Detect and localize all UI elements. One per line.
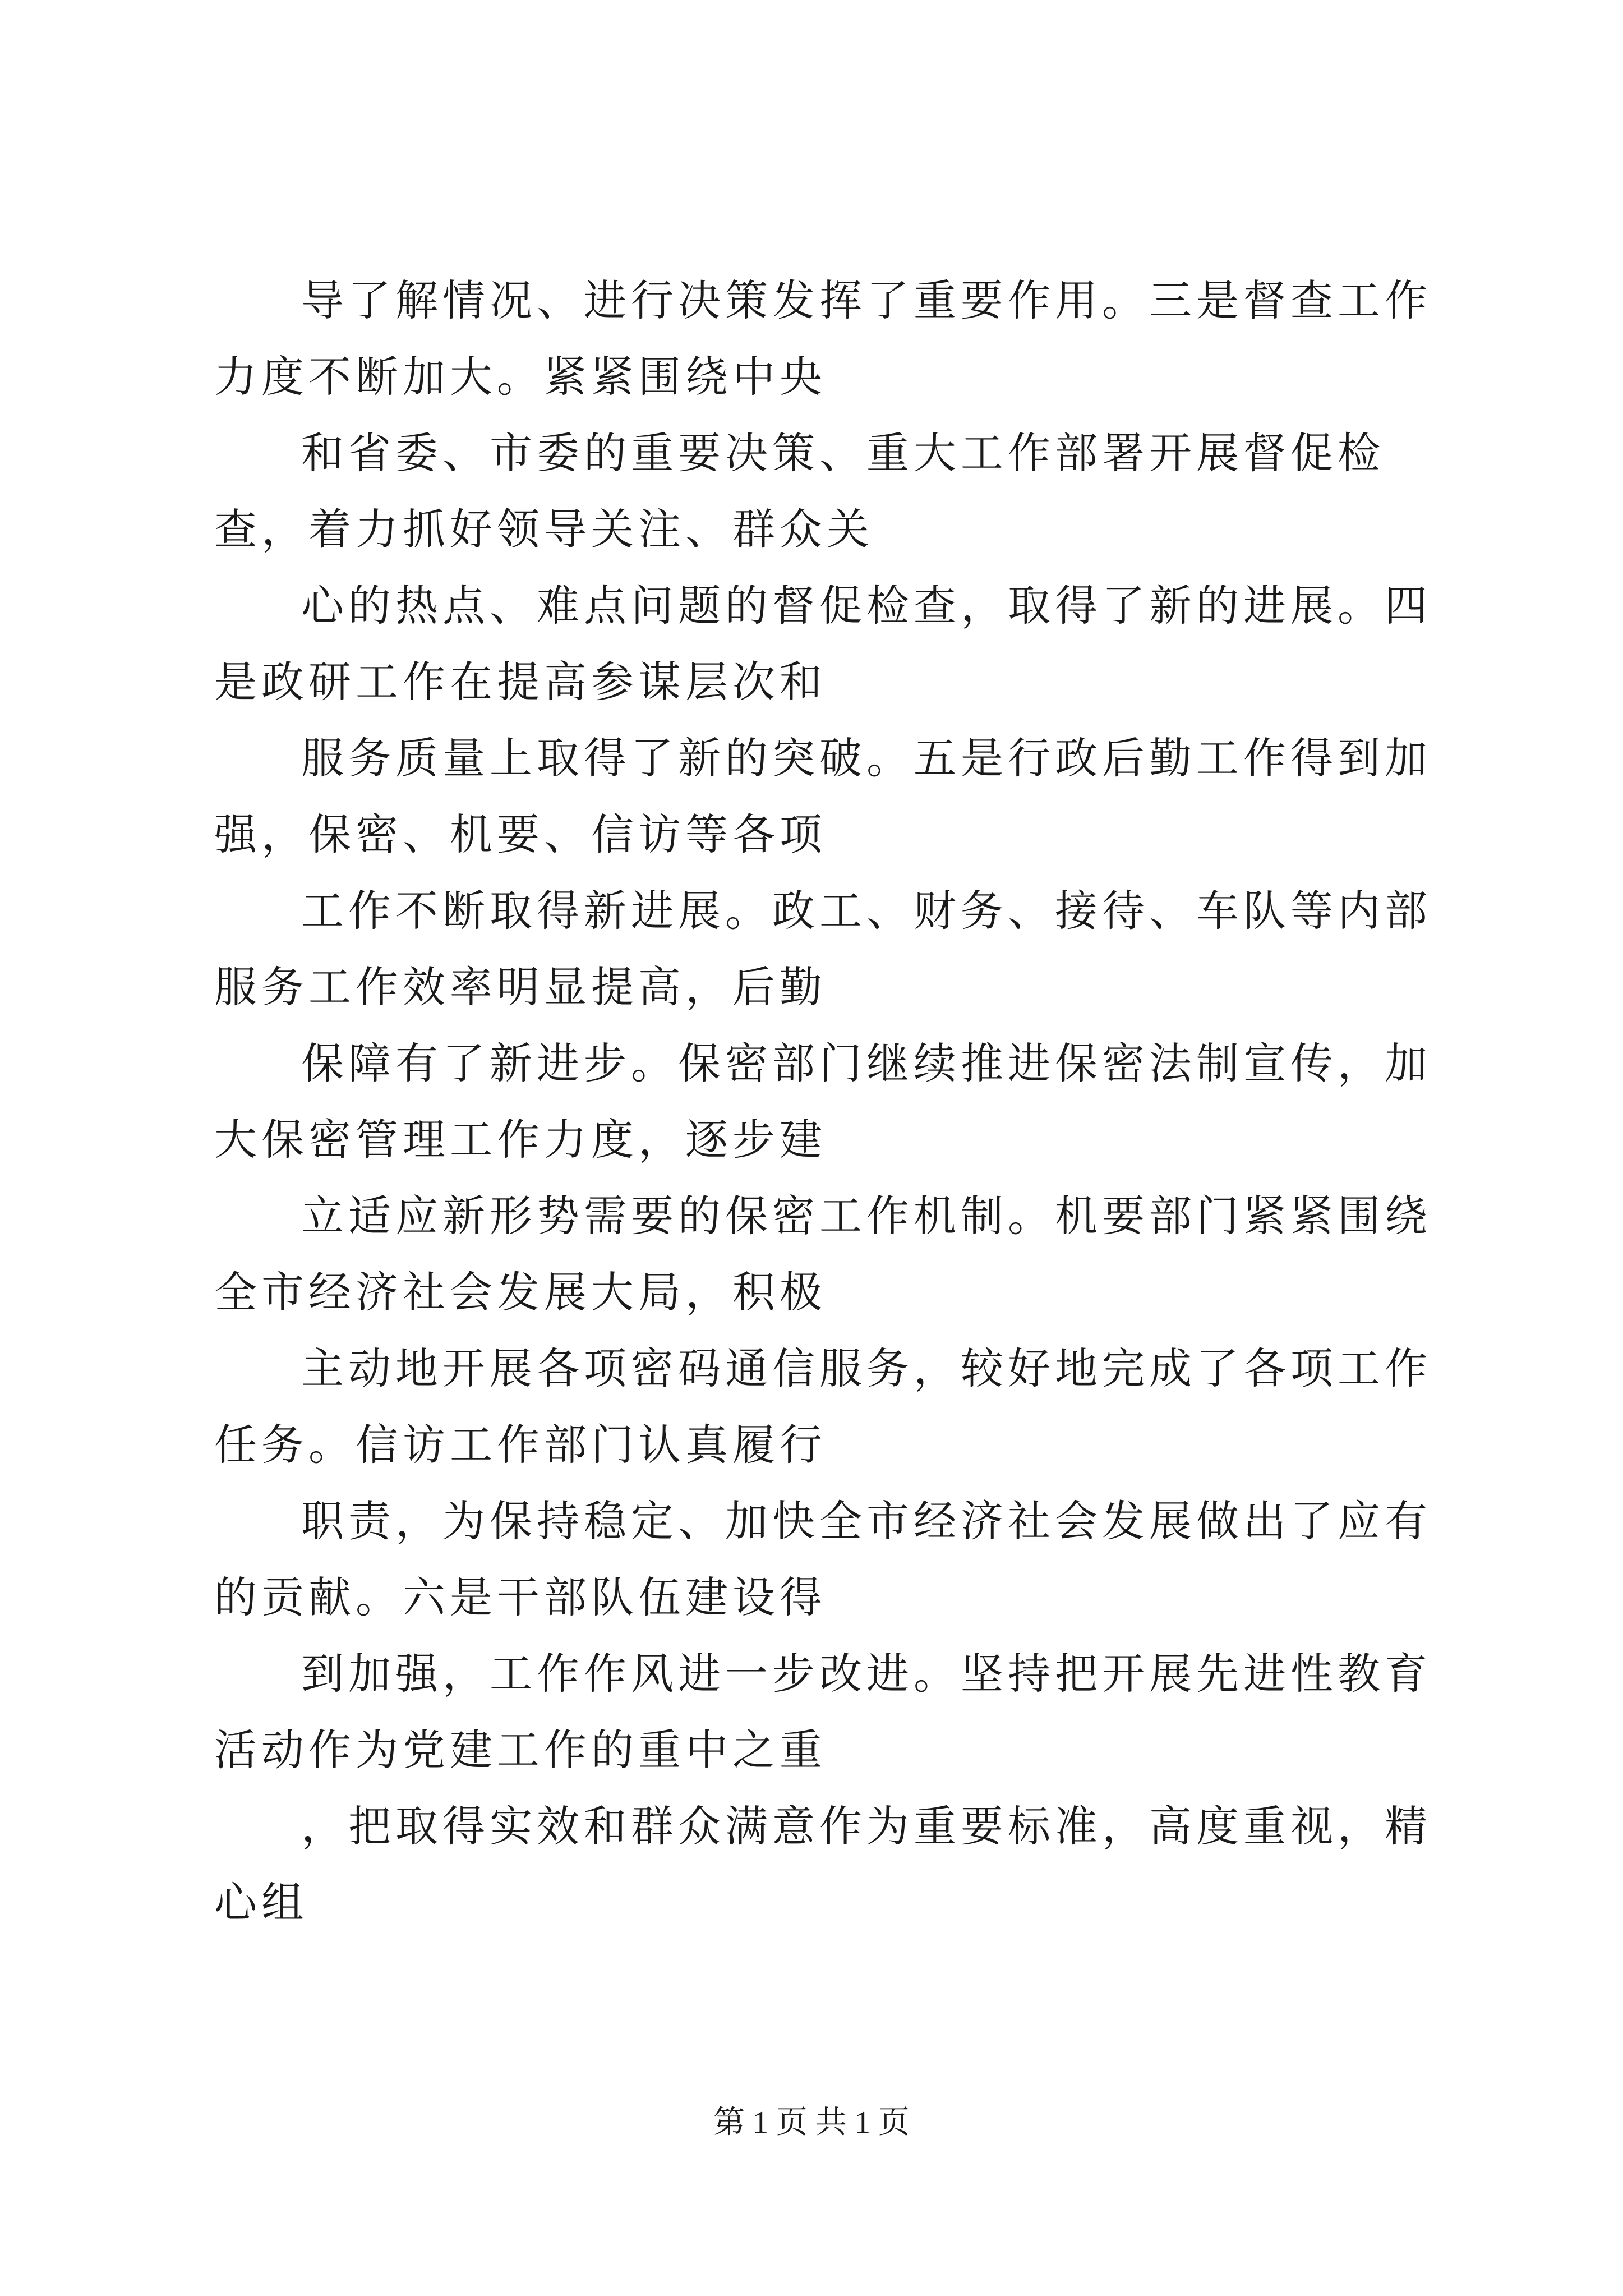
paragraph-5: 工作不断取得新进展。政工、财务、接待、车队等内部服务工作效率明显提高，后勤 — [214, 886, 1432, 1012]
paragraph-3: 心的热点、难点问题的督促检查，取得了新的进展。四是政研工作在提高参谋层次和 — [214, 581, 1432, 707]
paragraph-9: 职责，为保持稳定、加快全市经济社会发展做出了应有的贡献。六是干部队伍建设得 — [214, 1496, 1432, 1622]
paragraph-7: 立适应新形势需要的保密工作机制。机要部门紧紧围绕全市经济社会发展大局，积极 — [214, 1191, 1432, 1317]
paragraph-6: 保障有了新进步。保密部门继续推进保密法制宣传，加大保密管理工作力度，逐步建 — [214, 1038, 1432, 1165]
paragraph-2: 和省委、市委的重要决策、重大工作部署开展督促检查，着力抓好领导关注、群众关 — [214, 428, 1385, 554]
paragraph-4: 服务质量上取得了新的突破。五是行政后勤工作得到加强，保密、机要、信访等各项 — [214, 733, 1432, 859]
paragraph-8: 主动地开展各项密码通信服务，较好地完成了各项工作任务。信访工作部门认真履行 — [214, 1343, 1432, 1470]
paragraph-1: 导了解情况、进行决策发挥了重要作用。三是督查工作力度不断加大。紧紧围绕中央 — [214, 275, 1432, 402]
paragraph-10: 到加强，工作作风进一步改进。坚持把开展先进性教育活动作为党建工作的重中之重 — [214, 1649, 1432, 1775]
paragraph-11: ，把取得实效和群众满意作为重要标准，高度重视，精心组 — [214, 1801, 1432, 1927]
page-footer: 第 1 页 共 1 页 — [713, 2105, 910, 2140]
body-text — [214, 263, 1437, 1941]
